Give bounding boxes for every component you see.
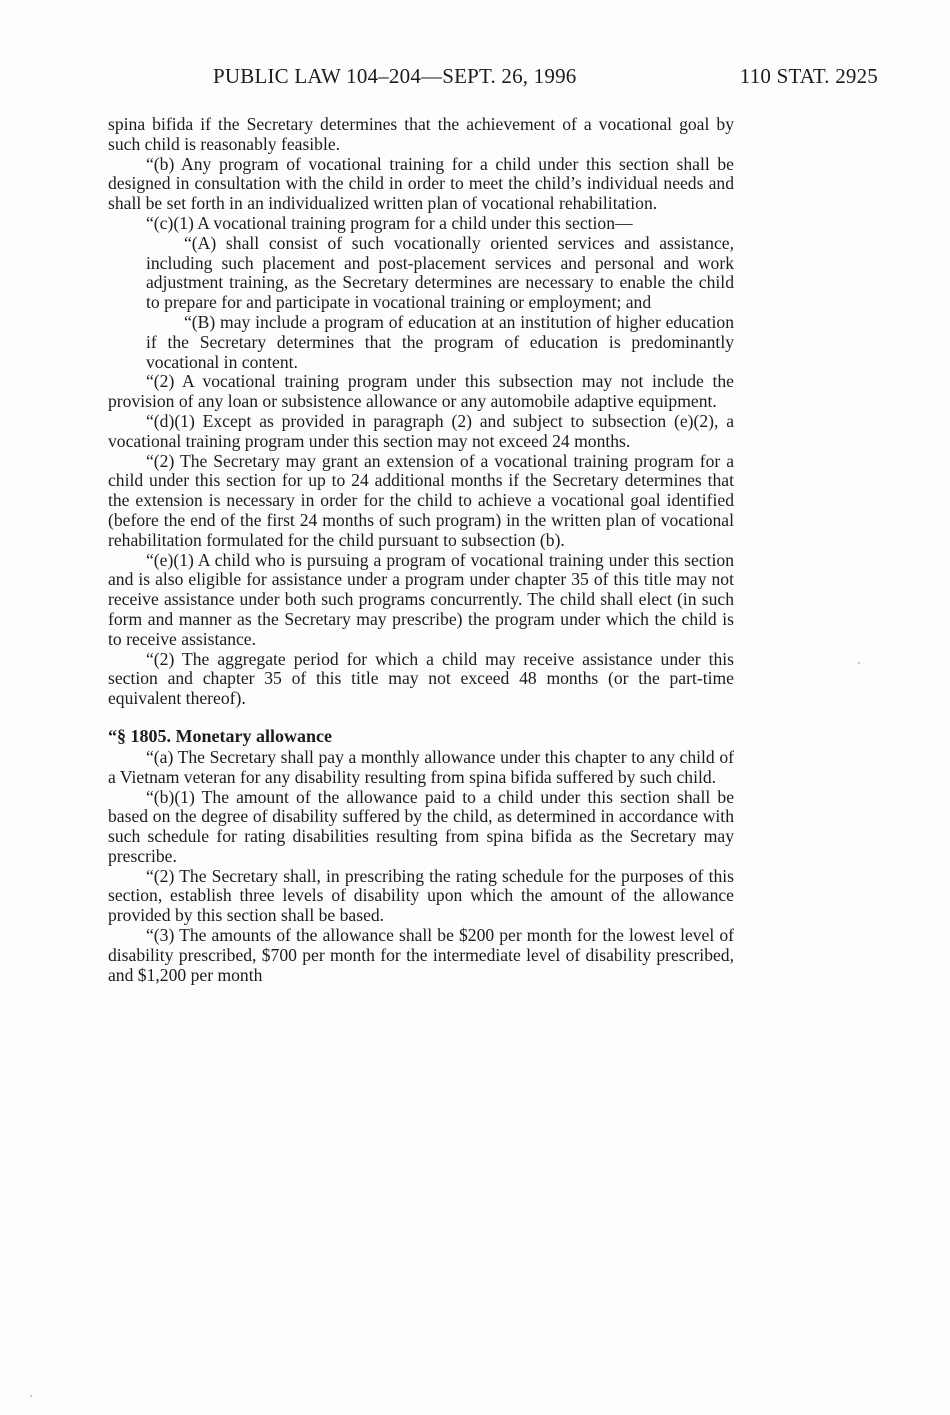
subparagraph-a: “(A) shall consist of such vocationally oriented services and assistance, including such placement and post-placement services and personal and work adjustment training, as the Secretary determines are necessary to enable the child to prepare for and participate in vocational training or employment; and bbox=[146, 232, 734, 313]
paragraph-d1: “(d)(1) Except as provided in paragraph (2) and subject to subsection (e)(2), a vocational training program under this section may not exceed 24 months. bbox=[108, 410, 734, 451]
paragraph-continuation: spina bifida if the Secretary determines that the achievement of a vocational goal by such child is reasonably feasible. bbox=[108, 114, 734, 154]
subparagraph-b: “(B) may include a program of education at an institution of higher education if the Secretary determines that the program of education is predominantly vocational in content. bbox=[146, 311, 734, 372]
scan-speck bbox=[30, 1395, 32, 1397]
section-paragraph-b3: “(3) The amounts of the allowance shall be $200 per month for the lowest level of disability prescribed, $700 per month for the intermediate level of disability prescribed, and $1,200 per month bbox=[108, 925, 734, 985]
paragraph-b: “(b) Any program of vocational training for a child under this section shall be designed in consultation with the child in order to meet the child’s individual needs and shall be set forth in an individualized written plan of vocational rehabilitation. bbox=[108, 153, 734, 214]
running-header bbox=[108, 64, 878, 92]
section-paragraph-b2: “(2) The Secretary shall, in prescribing the rating schedule for the purposes of this section, establish three levels of disability upon which the amount of the allowance provided by this section shall be based. bbox=[108, 865, 734, 926]
section-paragraph-b1: “(b)(1) The amount of the allowance paid to a child under this section shall be based on the degree of disability suffered by the child, as determined in accordance with such schedule for rating disabilities resulting from spina bifida as the Secretary may prescribe. bbox=[108, 786, 734, 866]
section-paragraph-a: “(a) The Secretary shall pay a monthly allowance under this chapter to any child of a Vietnam veteran for any disability resulting from spina bifida suffered by such child. bbox=[108, 746, 734, 787]
section-heading: “§ 1805. Monetary allowance bbox=[108, 725, 332, 746]
paragraph-c1: “(c)(1) A vocational training program for a child under this section— bbox=[146, 212, 633, 233]
paragraph-e2: “(2) The aggregate period for which a child may receive assistance under this section and chapter 35 of this title may not exceed 48 months (or the part-time equivalent thereof). bbox=[108, 648, 734, 709]
paragraph-c2: “(2) A vocational training program under this subsection may not include the provision of any loan or subsistence allowance or any automobile adaptive equipment. bbox=[108, 371, 734, 412]
header-statute-page: 110 STAT. 2925 bbox=[739, 64, 878, 88]
body-text bbox=[108, 115, 734, 985]
paragraph-e1: “(e)(1) A child who is pursuing a program of vocational training under this section and is also eligible for assistance under a program under chapter 35 of this title may not receive assistance under both such programs concurrently. The child shall elect (in such form and manner as the Secretary may prescribe) the program under which the child is to receive assistance. bbox=[108, 549, 734, 649]
scan-speck bbox=[858, 662, 860, 664]
paragraph-d2: “(2) The Secretary may grant an extension of a vocational training program for a child under this section for up to 24 additional months if the Secretary determines that the extension is necessary in order for the child to achieve a vocational goal identified (before the end of the first 24 months of such program) in the written plan of vocational rehabilitation formulated for the child pursuant to subsection (b). bbox=[108, 450, 734, 550]
header-title: PUBLIC LAW 104–204—SEPT. 26, 1996 bbox=[213, 64, 577, 88]
